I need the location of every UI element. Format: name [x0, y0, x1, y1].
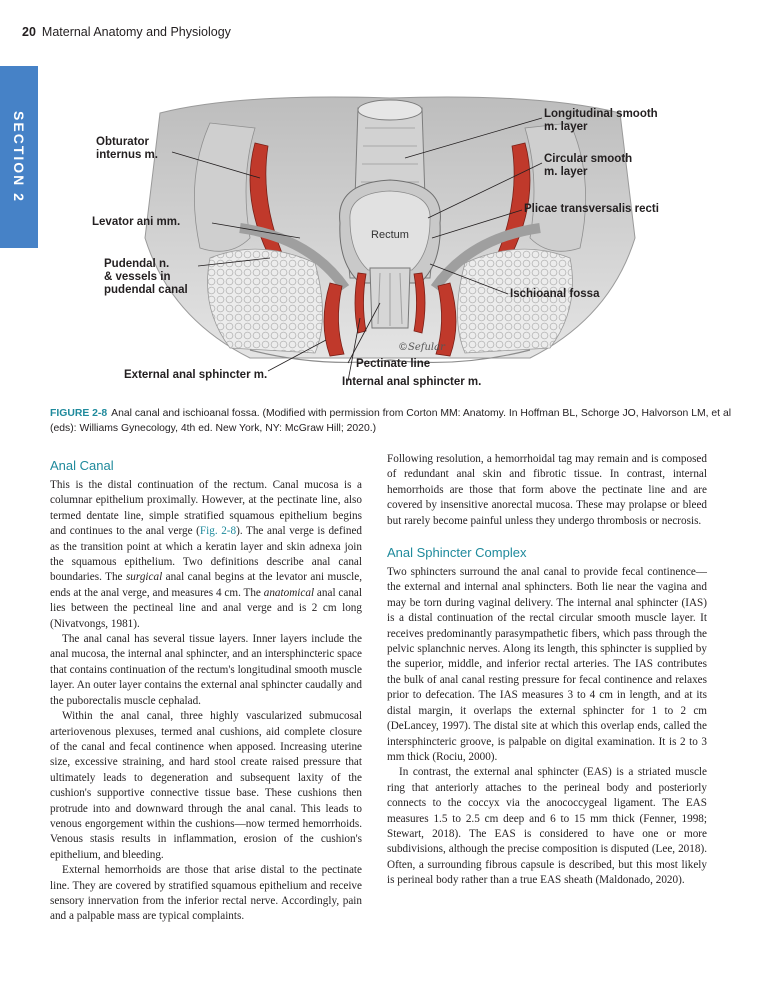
label-pectinate-line: Pectinate line: [356, 358, 431, 370]
label-levator-ani: Levator ani mm.: [92, 216, 181, 228]
paragraph: This is the distal continuation of the rectum. Canal mucosa is a columnar epithelium proximally. However, at the pectinate line, also termed dentate line, simple stratified squamous epithelium begins and continues to the anal verge (Fig. 2-8). The anal verge is defined as the transition point at which a keratin layer and skin adnexa join the squamous epithelium. Two definitions describe anal canal boundaries. The surgical anal canal begins at the levator ani muscle, ends at the anal verge, and measures 4 cm. The anatomical anal canal lies between the pectineal line and anal verge and is 2 cm long (Nivatvongs, 1981).: [50, 479, 363, 630]
left-column: [50, 458, 362, 925]
figure-number: FIGURE 2-8: [50, 408, 108, 419]
label-ischioanal-fossa: Ischioanal fossa: [510, 288, 600, 300]
label-internal-anal-sphincter: Internal anal sphincter m.: [342, 376, 482, 388]
paragraph: Following resolution, a hemorrhoidal tag may remain and is composed of redundant anal skin and fibrotic tissue. In contrast, internal hemorrhoids are those that form above the pectinate line and are covered by insensitive anorectal mucosa. These may prolapse or bleed but rarely become painful unless they undergo thrombosis or necrosis.: [387, 453, 707, 527]
paragraph: The anal canal has several tissue layers. Inner layers include the anal mucosa, the internal anal sphincter, and an intersphincteric space that contains continuation of the rectum's longitudinal smooth muscle layer. An outer layer contains the external anal sphincter caudally and the puborectalis muscle cephalad.: [50, 633, 362, 707]
label-pudendal: Pudendal n. & vessels in pudendal canal: [104, 258, 188, 296]
rectum-label: Rectum: [371, 229, 409, 241]
section-tab-label: SECTION 2: [11, 111, 27, 203]
label-plicae: Plicae transversalis recti: [524, 203, 659, 215]
running-head: [22, 25, 231, 39]
label-longitudinal-smooth: Longitudinal smooth m. layer: [544, 108, 658, 133]
page-number: 20: [22, 25, 36, 39]
paragraph: In contrast, the external anal sphincter (EAS) is a striated muscle ring that anteriorly attaches to the perineal body and posteriorly connects to the coccyx via the anococcygeal ligament. The EAS measures 1.5 to 2.5 cm deep and 6 to 15 mm thick (Fenner, 1998; Stewart, 2018). The EAS is considered to have one or more subdivisions, although the precise composition is disputed (Lee, 2018). Often, a surrounding fibrous capsule is described, but this most likely is perineal body rather than a true EAS sheath (Maldonado, 2020).: [387, 766, 707, 887]
running-head-title: Maternal Anatomy and Physiology: [41, 25, 231, 39]
section-tab: [0, 66, 38, 248]
figure-caption: [50, 407, 740, 436]
anatomy-figure: [90, 88, 690, 394]
right-column: [387, 452, 707, 889]
label-circular-smooth: Circular smooth m. layer: [544, 153, 633, 178]
label-obturator: Obturator internus m.: [96, 136, 158, 161]
heading-anal-sphincter-complex: Anal Sphincter Complex: [387, 545, 527, 561]
paragraph: Two sphincters surround the anal canal to provide fecal continence—the external and internal anal sphincters. Both lie near the vagina and may be torn during vaginal delivery. The internal anal sphincter (IAS) is a distal continuation of the rectal circular smooth muscle layer. It receives predominantly parasympathetic fibers, which pass through the pelvic splanchnic nerves. Along its length, this sphincter is supplied by the superior, middle, and inferior rectal arteries. The IAS contributes the bulk of anal canal resting pressure for fecal continence and relaxes prior to defecation. The IAS measures 3 to 4 cm in length, and at its distal margin, it overlaps the external sphincter for 1 to 2 cm (DeLancey, 1997). The distal site at which this overlap ends, called the intersphincteric groove, is palpable on digital examination. It is 2 to 3 mm thick (Rociu, 2000).: [387, 566, 707, 763]
paragraph: External hemorrhoids are those that arise distal to the pectinate line. They are covered by stratified squamous epithelium and receive sensory innervation from the inferior rectal nerve. Accordingly, pain and a palpable mass are typical complaints.: [50, 864, 362, 923]
caption-text: Anal canal and ischioanal fossa. (Modified with permission from Corton MM: Anatomy. In Hoffman BL, Schorge JO, Halvorson LM, et al (eds): Williams Gynecology, 4th ed. New York, NY: McGraw Hill; 2020.): [50, 408, 732, 434]
heading-anal-canal: Anal Canal: [50, 458, 114, 473]
illustrator-signature: ©Sefular: [398, 342, 445, 353]
label-external-anal-sphincter: External anal sphincter m.: [124, 369, 268, 381]
figure-reference-link[interactable]: Fig. 2-8: [199, 525, 237, 538]
paragraph: Within the anal canal, three highly vascularized submucosal arteriovenous plexuses, termed anal cushions, aid complete closure of the canal and fecal continence when apposed. Increasing uterine size, excessive straining, and hard stool create raised pressure that ultimately leads to degeneration and subsequent laxity of the cushion's supportive connective tissue base. These cushions then protrude into and downward through the anal canal. This leads to venous engorgement within the cushions—now termed hemorrhoids. Venous stasis results in inflammation, erosion of the cushion's epithelium, and bleeding.: [50, 710, 362, 861]
